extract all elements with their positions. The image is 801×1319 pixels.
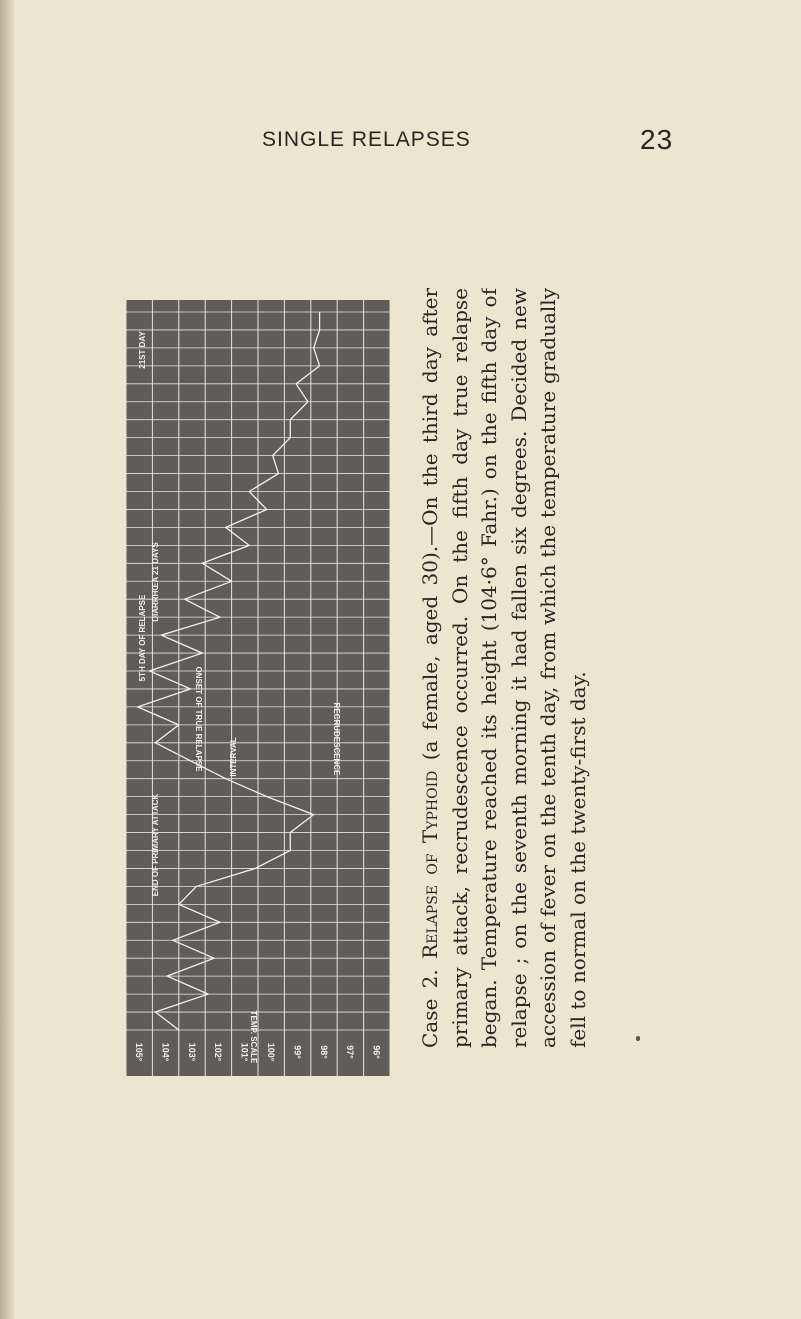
scale-tick-label: 97° (345, 1045, 356, 1059)
page-number: 23 (640, 124, 674, 155)
temperature-chart-svg (126, 300, 390, 1076)
scale-tick-label: 98° (318, 1045, 329, 1059)
temperature-chart (126, 300, 390, 1076)
scale-tick-label: 103° (186, 1042, 197, 1062)
caption-text (416, 288, 593, 1048)
running-title: SINGLE RELAPSES (262, 128, 471, 151)
recrudescence-label: RECRUDESCENCE (332, 702, 341, 776)
temp-scale-label: TEMP. SCALE (249, 1010, 258, 1064)
day-label-diarrhoea: DIARRHŒA 21 DAYS (151, 542, 160, 622)
scale-tick-label: 105° (134, 1042, 144, 1062)
case-number: Case 2. (418, 969, 442, 1048)
day-label-start: 21ST DAY (138, 331, 147, 369)
scale-tick-label: 102° (213, 1042, 224, 1062)
day-label-relapse: 5TH DAY OF RELAPSE (138, 594, 147, 682)
scale-tick-label: 96° (371, 1045, 382, 1059)
interval-label: INTERVAL (229, 737, 238, 777)
scale-tick-label: 104° (160, 1042, 171, 1062)
case-description: (a female, aged 30).—On the third day after primary attack, recrudescence occurred. On the fifth day true relapse began. Temperature reached its height (104·6° Fahr.) on the fifth day of relapse ; on the seventh morning it had fallen six degrees. Decided new accession of fever on the tenth day, from which the temperature gradually fell to normal on the twenty-first day. (418, 288, 590, 1048)
caption-block (416, 288, 596, 1048)
end-attack-label: END OF PRIMARY ATTACK (151, 793, 160, 897)
page-header (0, 124, 801, 164)
onset-label: ONSET OF TRUE RELAPSE (194, 666, 203, 772)
scale-tick-label: 100° (266, 1042, 276, 1062)
book-spine-edge (0, 0, 14, 1319)
scale-tick-label: 99° (292, 1045, 303, 1059)
case-title: Relapse of Typhoid (418, 770, 442, 959)
paper-speck (636, 1036, 640, 1041)
scale-tick-label: 101° (239, 1042, 250, 1062)
